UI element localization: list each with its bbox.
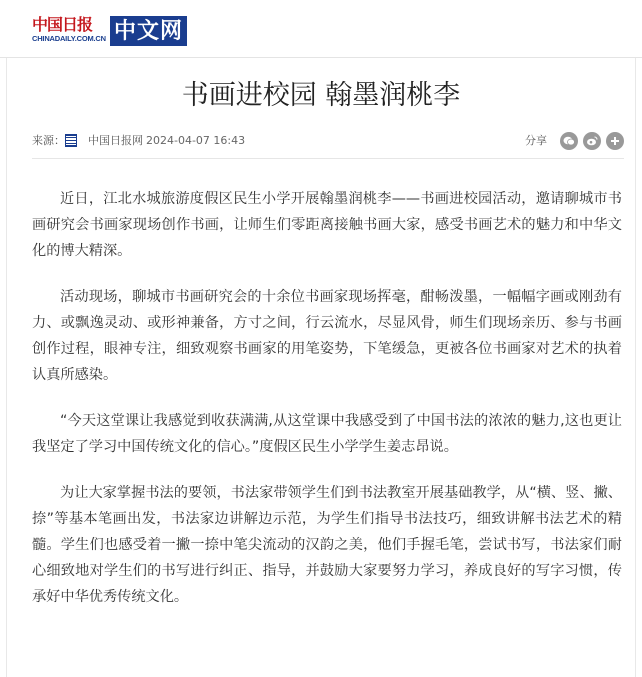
logo-english-text: CHINADAILY.COM.CN bbox=[32, 34, 106, 43]
article-body bbox=[32, 186, 622, 630]
share-bar bbox=[525, 130, 624, 152]
site-header bbox=[0, 0, 642, 58]
source-logo-icon bbox=[65, 134, 77, 147]
paragraph-1: 近日，江北水城旅游度假区民生小学开展翰墨润桃李——书画进校园活动，邀请聊城市书画研究会书画家现场创作书画，让师生们零距离接触书画大家，感受书画艺术的魅力和中华文化的博大精深。 bbox=[32, 191, 622, 259]
paragraph-3: “今天这堂课让我感觉到收获满满,从这堂课中我感受到了中国书法的浓浓的魅力,这也更让我坚定了学习中国传统文化的信心。”度假区民生小学学生姜志昂说。 bbox=[32, 413, 622, 455]
paragraph-4: 为让大家掌握书法的要领，书法家带领学生们到书法教室开展基础教学，从“横、竖、撇、捺”等基本笔画出发，书法家边讲解边示范，为学生们指导书法技巧，细致讲解书法艺术的精髓。学生们也感受着一撇一捺中笔尖流动的汉韵之美，他们手握毛笔，尝试书写，书法家们耐心细致地对学生们的书写进行纠正、指导，并鼓励大家要努力学习，养成良好的写字习惯，传承好中华优秀传统文化。 bbox=[32, 485, 622, 605]
publish-time: 2024-04-07 16:43 bbox=[146, 134, 246, 147]
plus-icon[interactable] bbox=[606, 132, 624, 150]
paragraph-2: 活动现场，聊城市书画研究会的十余位书画家现场挥毫，酣畅泼墨，一幅幅字画或刚劲有力、或飘逸灵动、或形神兼备，方寸之间，行云流水，尽显风骨，师生们现场亲历、参与书画创作过程，眼神专注，细致观察书画家的用笔姿势，下笔缓急，更被各位书画家对艺术的执着认真所感染。 bbox=[32, 289, 622, 383]
wechat-icon[interactable] bbox=[560, 132, 578, 150]
source-label: 来源： bbox=[32, 134, 65, 147]
logo-zhongwenwang: 中文网 bbox=[110, 16, 187, 46]
article-title: 书画进校园 翰墨润桃李 bbox=[181, 80, 461, 111]
site-logo[interactable] bbox=[32, 16, 187, 48]
china-daily-logo bbox=[32, 16, 108, 48]
meta-divider bbox=[32, 158, 624, 159]
logo-chinese-text: 中国日报 bbox=[32, 15, 93, 34]
weibo-icon[interactable] bbox=[583, 132, 601, 150]
article-meta bbox=[32, 130, 624, 152]
source-name[interactable]: 中国日报网 bbox=[88, 134, 143, 147]
share-label: 分享 bbox=[525, 134, 547, 147]
